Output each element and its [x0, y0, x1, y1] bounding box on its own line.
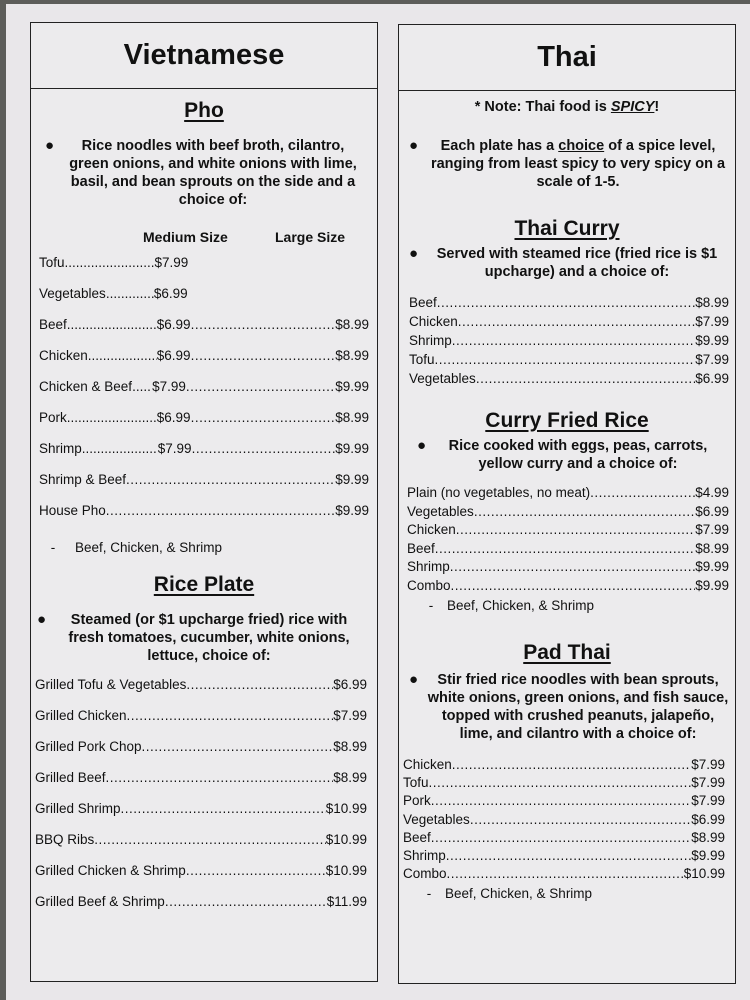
- dot-leader: [82, 441, 158, 456]
- item-name: Beef: [39, 317, 67, 332]
- item-name: Vegetables: [407, 503, 474, 519]
- menu-item-row: [409, 352, 729, 371]
- item-name: Vegetables: [409, 371, 476, 386]
- menu-item-row: [39, 317, 369, 348]
- dot-leader: [437, 295, 695, 310]
- menu-item-row: [403, 793, 725, 811]
- curry-fried-rice-title: Curry Fried Rice: [485, 409, 649, 432]
- dot-leader: [191, 410, 336, 425]
- menu-item-row: [39, 472, 369, 503]
- dot-leader: [106, 770, 334, 785]
- medium-price: $6.99: [156, 317, 191, 332]
- large-price: $9.99: [335, 441, 369, 456]
- menu-item-row: [403, 812, 725, 830]
- item-price: $7.99: [333, 708, 367, 723]
- item-price: $7.99: [691, 757, 725, 772]
- item-price: $9.99: [695, 559, 729, 574]
- item-price: $10.99: [683, 866, 725, 882]
- item-name: BBQ Ribs: [35, 832, 95, 847]
- curry-fried-rice-description: ● Rice cooked with eggs, peas, carrots, yellow curry and a choice of:: [417, 437, 708, 472]
- rice-plate-items: [35, 677, 367, 925]
- item-price: $10.99: [325, 832, 367, 847]
- dot-leader: [88, 348, 157, 363]
- dot-leader: [435, 352, 696, 367]
- dot-leader: [94, 832, 325, 847]
- item-name: Chicken: [409, 314, 458, 329]
- item-price: $8.99: [691, 829, 725, 845]
- item-name: Combo: [403, 866, 447, 882]
- medium-price: $7.99: [154, 255, 189, 270]
- dot-leader: [474, 504, 695, 519]
- menu-item-row: [407, 485, 729, 504]
- item-name: Tofu: [39, 255, 65, 270]
- item-price: $7.99: [691, 793, 725, 809]
- pho-description: ● Rice noodles with beef broth, cilantro, green onions, and white onions with lime, basil, and bean sprouts on the side and a choice of:: [45, 137, 357, 208]
- vietnamese-column: [30, 22, 378, 982]
- item-price: $8.99: [333, 770, 367, 785]
- large-price: $8.99: [335, 317, 369, 332]
- menu-item-row: [409, 314, 729, 333]
- menu-item-row: [35, 801, 367, 832]
- thai-column: [398, 24, 736, 984]
- fried-rice-combo-note: - Beef, Chicken, & Shrimp: [428, 598, 595, 613]
- pad-thai-section: [399, 641, 735, 901]
- item-name: Shrimp: [409, 333, 452, 348]
- menu-paper: [6, 4, 750, 1000]
- menu-item-row: [403, 866, 725, 884]
- item-price: $9.99: [695, 333, 729, 348]
- item-price: $6.99: [691, 811, 725, 827]
- menu-item-row: [407, 559, 729, 578]
- menu-item-row: [403, 775, 725, 793]
- pho-title: Pho: [184, 99, 224, 122]
- pad-thai-description: ● Stir fried rice noodles with bean sprouts, white onions, green onions, and fish sauce, topped with crushed peanuts, jalapeño, lime, and cilantro with a choice of:: [409, 671, 729, 742]
- bullet-icon: ●: [409, 245, 419, 262]
- dot-leader: [132, 379, 152, 394]
- pho-size-headers: [31, 229, 377, 249]
- item-price: $7.99: [695, 314, 729, 329]
- menu-item-row: [407, 504, 729, 523]
- thai-heading: Thai: [399, 25, 735, 91]
- spicy-note: * Note: Thai food is SPICY!: [474, 99, 660, 115]
- item-name: Tofu: [403, 775, 429, 791]
- large-price: $9.99: [335, 472, 369, 487]
- rice-plate-description: ● Steamed (or $1 upcharge fried) rice with fresh tomatoes, cucumber, white onions, lettuce, choice of:: [37, 611, 350, 664]
- menu-item-row: [39, 255, 369, 286]
- dot-leader: [458, 314, 695, 329]
- large-price: $9.99: [335, 379, 369, 394]
- menu-item-row: [409, 333, 729, 352]
- rice-plate-section: [31, 573, 377, 925]
- item-price: $6.99: [695, 503, 729, 519]
- item-name: Plain (no vegetables, no meat): [407, 485, 591, 500]
- dot-leader: [121, 801, 326, 816]
- item-name: Vegetables: [403, 811, 470, 827]
- pho-section: [31, 99, 377, 555]
- curry-fried-rice-items: [407, 485, 729, 596]
- menu-item-row: [409, 371, 729, 390]
- dot-leader: [186, 677, 333, 692]
- menu-item-row: [35, 739, 367, 770]
- item-name: Chicken: [39, 348, 88, 363]
- menu-item-row: [39, 410, 369, 441]
- dot-leader: [470, 812, 691, 827]
- dot-leader: [476, 371, 695, 386]
- medium-price: $7.99: [152, 379, 186, 394]
- item-name: Beef: [409, 295, 437, 310]
- item-name: Shrimp: [403, 847, 446, 863]
- menu-item-row: [35, 708, 367, 739]
- thai-curry-title: Thai Curry: [514, 217, 620, 240]
- dot-leader: [106, 286, 154, 301]
- item-name: House Pho: [39, 503, 106, 518]
- item-name: Grilled Beef & Shrimp: [35, 894, 165, 909]
- menu-item-row: [407, 522, 729, 541]
- dot-leader: [590, 485, 695, 500]
- medium-size-header: Medium Size: [143, 229, 228, 245]
- item-price: $8.99: [333, 739, 367, 754]
- medium-price: $7.99: [157, 441, 192, 456]
- item-price: $4.99: [695, 485, 729, 500]
- bullet-icon: ●: [417, 437, 427, 454]
- dot-leader: [106, 503, 335, 518]
- dot-leader: [452, 333, 695, 348]
- bullet-icon: ●: [409, 137, 419, 154]
- item-name: Grilled Chicken: [35, 708, 127, 723]
- dot-leader: [191, 348, 336, 363]
- menu-item-row: [403, 848, 725, 866]
- pho-items: [39, 255, 369, 534]
- dot-leader: [447, 866, 684, 881]
- dot-leader: [126, 472, 335, 487]
- rice-plate-title: Rice Plate: [153, 573, 255, 596]
- item-name: Tofu: [409, 352, 435, 367]
- menu-item-row: [35, 832, 367, 863]
- item-price: $9.99: [691, 847, 725, 863]
- pad-thai-title: Pad Thai: [523, 641, 611, 664]
- item-name: Grilled Shrimp: [35, 801, 121, 816]
- menu-item-row: [39, 441, 369, 472]
- menu-item-row: [407, 541, 729, 560]
- bullet-icon: ●: [409, 671, 419, 688]
- item-name: Shrimp & Beef: [39, 472, 127, 487]
- pad-thai-combo-note: - Beef, Chicken, & Shrimp: [426, 886, 593, 902]
- medium-price: $6.99: [153, 286, 188, 301]
- item-price: $10.99: [325, 801, 367, 816]
- menu-item-row: [39, 379, 369, 410]
- item-price: $6.99: [333, 677, 367, 692]
- dot-leader: [431, 830, 691, 845]
- dot-leader: [165, 894, 327, 909]
- item-price: $8.99: [695, 540, 729, 556]
- menu-item-row: [403, 757, 725, 775]
- menu-item-row: [403, 830, 725, 848]
- dot-leader: [67, 317, 157, 332]
- menu-item-row: [39, 503, 369, 534]
- menu-item-row: [35, 863, 367, 894]
- dot-leader: [191, 317, 336, 332]
- dot-leader: [65, 255, 155, 270]
- medium-price: $6.99: [156, 348, 191, 363]
- curry-fried-rice-section: [399, 409, 735, 613]
- item-name: Chicken & Beef: [39, 379, 133, 394]
- dot-leader: [186, 379, 335, 394]
- dot-leader: [186, 863, 326, 878]
- dot-leader: [192, 441, 336, 456]
- item-name: Shrimp: [39, 441, 82, 456]
- menu-item-row: [39, 286, 369, 317]
- item-price: $7.99: [695, 352, 729, 367]
- item-name: Grilled Beef: [35, 770, 106, 785]
- item-name: Beef: [403, 829, 431, 845]
- large-price: $9.99: [335, 503, 369, 518]
- item-name: Chicken: [403, 757, 452, 772]
- dot-leader: [435, 541, 695, 556]
- menu-item-row: [407, 578, 729, 597]
- thai-curry-items: [409, 295, 729, 390]
- item-name: Grilled Tofu & Vegetables: [35, 677, 187, 692]
- dot-leader: [127, 708, 334, 723]
- item-name: Vegetables: [39, 286, 106, 301]
- large-price: $8.99: [335, 410, 369, 425]
- item-name: Shrimp: [407, 559, 450, 574]
- item-name: Grilled Pork Chop: [35, 739, 142, 754]
- pho-combo-note: - Beef, Chicken, & Shrimp: [50, 540, 223, 555]
- menu-item-row: [35, 677, 367, 708]
- medium-price: $6.99: [156, 410, 191, 425]
- menu-item-row: [39, 348, 369, 379]
- large-size-header: Large Size: [275, 229, 346, 245]
- item-price: $6.99: [695, 371, 729, 386]
- pad-thai-items: [403, 757, 725, 884]
- item-name: Chicken: [407, 522, 456, 537]
- item-price: $7.99: [695, 522, 729, 537]
- item-price: $11.99: [326, 894, 367, 909]
- thai-curry-section: [399, 217, 735, 390]
- item-price: $10.99: [325, 863, 367, 878]
- thai-curry-description: ● Served with steamed rice (fried rice is $1 upcharge) and a choice of:: [409, 245, 718, 280]
- dot-leader: [446, 848, 691, 863]
- dot-leader: [450, 559, 695, 574]
- item-price: $7.99: [691, 775, 725, 791]
- dot-leader: [429, 775, 692, 790]
- bullet-icon: ●: [37, 611, 47, 628]
- bullet-icon: ●: [45, 137, 55, 154]
- dot-leader: [142, 739, 334, 754]
- item-name: Combo: [407, 577, 451, 593]
- menu-item-row: [35, 894, 367, 925]
- item-price: $9.99: [695, 577, 729, 593]
- item-price: $8.99: [695, 295, 729, 310]
- menu-item-row: [35, 770, 367, 801]
- item-name: Pork: [39, 410, 67, 425]
- item-name: Grilled Chicken & Shrimp: [35, 863, 186, 878]
- dot-leader: [67, 410, 157, 425]
- dot-leader: [452, 757, 691, 772]
- spice-level-description: ● Each plate has a choice of a spice level, ranging from least spicy to very spicy on a scale of 1-5.: [409, 137, 726, 190]
- dot-leader: [431, 793, 691, 808]
- item-name: Beef: [407, 540, 435, 556]
- dot-leader: [451, 578, 696, 593]
- large-price: $8.99: [335, 348, 369, 363]
- menu-item-row: [409, 295, 729, 314]
- dot-leader: [456, 522, 695, 537]
- vietnamese-heading: Vietnamese: [31, 23, 377, 89]
- item-name: Pork: [403, 793, 431, 809]
